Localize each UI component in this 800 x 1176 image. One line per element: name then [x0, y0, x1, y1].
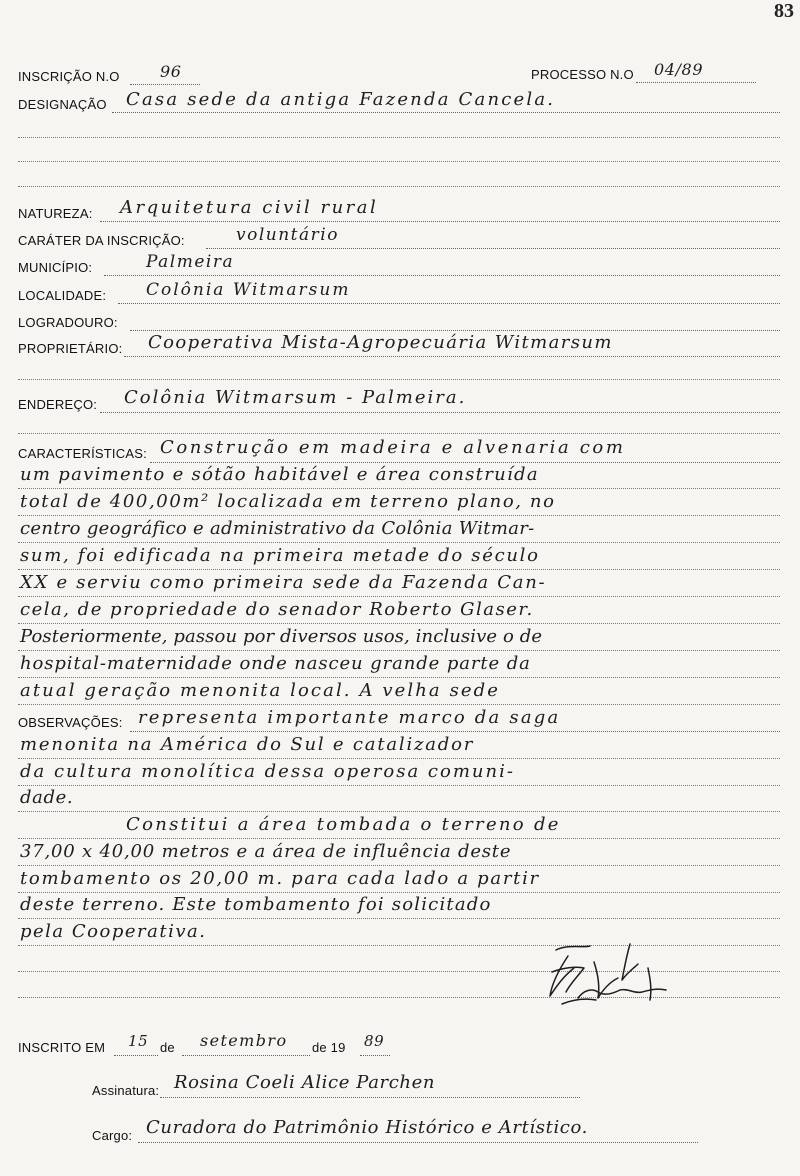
observacoes-line-2: menonita na América do Sul e catalizador: [20, 734, 475, 755]
caracteristicas-label: CARACTERÍSTICAS:: [18, 446, 147, 461]
text-line: [18, 623, 780, 624]
designacao-value: Casa sede da antiga Fazenda Cancela.: [126, 89, 556, 110]
carater-line: [206, 248, 780, 249]
text-line: [18, 542, 780, 543]
observacoes-label: OBSERVAÇÕES:: [18, 715, 123, 730]
natureza-line: [100, 221, 780, 222]
inscricao-label: INSCRIÇÃO N.O: [18, 69, 120, 84]
municipio-label: MUNICÍPIO:: [18, 260, 93, 275]
designacao-label: DESIGNAÇÃO: [18, 97, 107, 112]
proprietario-value: Cooperativa Mista-Agropecuária Witmarsum: [148, 332, 613, 353]
observacoes-line-3: da cultura monolítica dessa operosa comuni-: [20, 761, 515, 782]
inscrito-label: INSCRITO EM: [18, 1040, 106, 1055]
endereco-value: Colônia Witmarsum - Palmeira.: [124, 387, 467, 408]
municipio-value: Palmeira: [146, 252, 235, 272]
logradouro-line: [130, 330, 780, 331]
observacoes-line-5: Constitui a área tombada o terreno de: [126, 814, 561, 835]
assinatura-label: Assinatura:: [92, 1083, 160, 1098]
inscrito-month: setembro: [200, 1031, 288, 1050]
carater-value: voluntário: [236, 225, 339, 245]
logradouro-label: LOGRADOURO:: [18, 315, 118, 330]
observacoes-line-7: tombamento os 20,00 m. para cada lado a partir: [20, 868, 540, 889]
rubric-signature: [538, 938, 678, 1010]
text-line: [18, 865, 780, 866]
observacoes-line-8: deste terreno. Este tombamento foi solicitado: [20, 894, 492, 915]
natureza-label: NATUREZA:: [18, 206, 93, 221]
cargo-value: Curadora do Patrimônio Histórico e Artístico.: [146, 1117, 588, 1138]
processo-line: [636, 82, 756, 83]
natureza-value: Arquitetura civil rural: [120, 197, 379, 218]
caracteristicas-line-1: Construção em madeira e alvenaria com: [160, 437, 626, 458]
cargo-line: [138, 1142, 698, 1143]
caracteristicas-line-2: um pavimento e sótão habitável e área construída: [20, 464, 539, 485]
endereco-label: ENDEREÇO:: [18, 397, 98, 412]
observacoes-line: [130, 731, 780, 732]
assinatura-value: Rosina Coeli Alice Parchen: [174, 1072, 436, 1093]
endereco-line: [100, 412, 780, 413]
caracteristicas-line-10: atual geração menonita local. A velha sede: [20, 680, 501, 701]
localidade-line: [118, 303, 780, 304]
caracteristicas-line: [150, 462, 780, 463]
text-line: [18, 811, 780, 812]
blank-line: [18, 161, 780, 162]
inscrito-year: 89: [364, 1032, 385, 1050]
localidade-value: Colônia Witmarsum: [146, 280, 351, 300]
caracteristicas-line-8: Posteriormente, passou por diversos usos, inclusive o de: [20, 626, 543, 647]
inscrito-year-line: [360, 1055, 390, 1056]
blank-line: [18, 379, 780, 380]
text-line: [18, 918, 780, 919]
observacoes-line-4: dade.: [20, 787, 74, 808]
caracteristicas-line-4: centro geográfico e administrativo da Colônia Witmar-: [20, 518, 535, 539]
inscrito-de-1: de: [160, 1040, 175, 1055]
text-line: [18, 704, 780, 705]
caracteristicas-line-9: hospital-maternidade onde nasceu grande parte da: [20, 653, 531, 674]
text-line: [18, 677, 780, 678]
text-line: [18, 488, 780, 489]
inscrito-day: 15: [128, 1032, 149, 1050]
inscrito-day-line: [114, 1055, 158, 1056]
text-line: [18, 892, 780, 893]
municipio-line: [104, 275, 780, 276]
cargo-label: Cargo:: [92, 1128, 133, 1143]
processo-value: 04/89: [654, 60, 704, 79]
text-line: [18, 569, 780, 570]
text-line: [18, 650, 780, 651]
caracteristicas-line-3: total de 400,00m² localizada em terreno plano, no: [20, 491, 556, 512]
designacao-line: [112, 112, 780, 113]
text-line: [18, 785, 780, 786]
text-line: [18, 758, 780, 759]
processo-label: PROCESSO N.O: [531, 67, 634, 82]
inscrito-de-2: de 19: [312, 1040, 346, 1055]
observacoes-line-6: 37,00 x 40,00 metros e a área de influência deste: [20, 841, 512, 862]
observacoes-line-1: representa importante marco da saga: [138, 707, 561, 728]
proprietario-line: [124, 356, 780, 357]
inscrito-month-line: [182, 1055, 310, 1056]
page-number: 83: [774, 0, 794, 22]
observacoes-line-9: pela Cooperativa.: [20, 921, 207, 942]
caracteristicas-line-7: cela, de propriedade do senador Roberto Glaser.: [20, 599, 534, 620]
blank-line: [18, 433, 780, 434]
proprietario-label: PROPRIETÁRIO:: [18, 341, 123, 356]
localidade-label: LOCALIDADE:: [18, 288, 107, 303]
blank-line: [18, 186, 780, 187]
caracteristicas-line-6: XX e serviu como primeira sede da Fazenda Can-: [20, 572, 547, 593]
text-line: [18, 515, 780, 516]
inscricao-line: [130, 84, 200, 85]
text-line: [18, 596, 780, 597]
inscricao-value: 96: [160, 62, 182, 81]
carater-label: CARÁTER DA INSCRIÇÃO:: [18, 233, 185, 248]
assinatura-line: [160, 1097, 580, 1098]
caracteristicas-line-5: sum, foi edificada na primeira metade do século: [20, 545, 540, 566]
blank-line: [18, 137, 780, 138]
text-line: [18, 838, 780, 839]
